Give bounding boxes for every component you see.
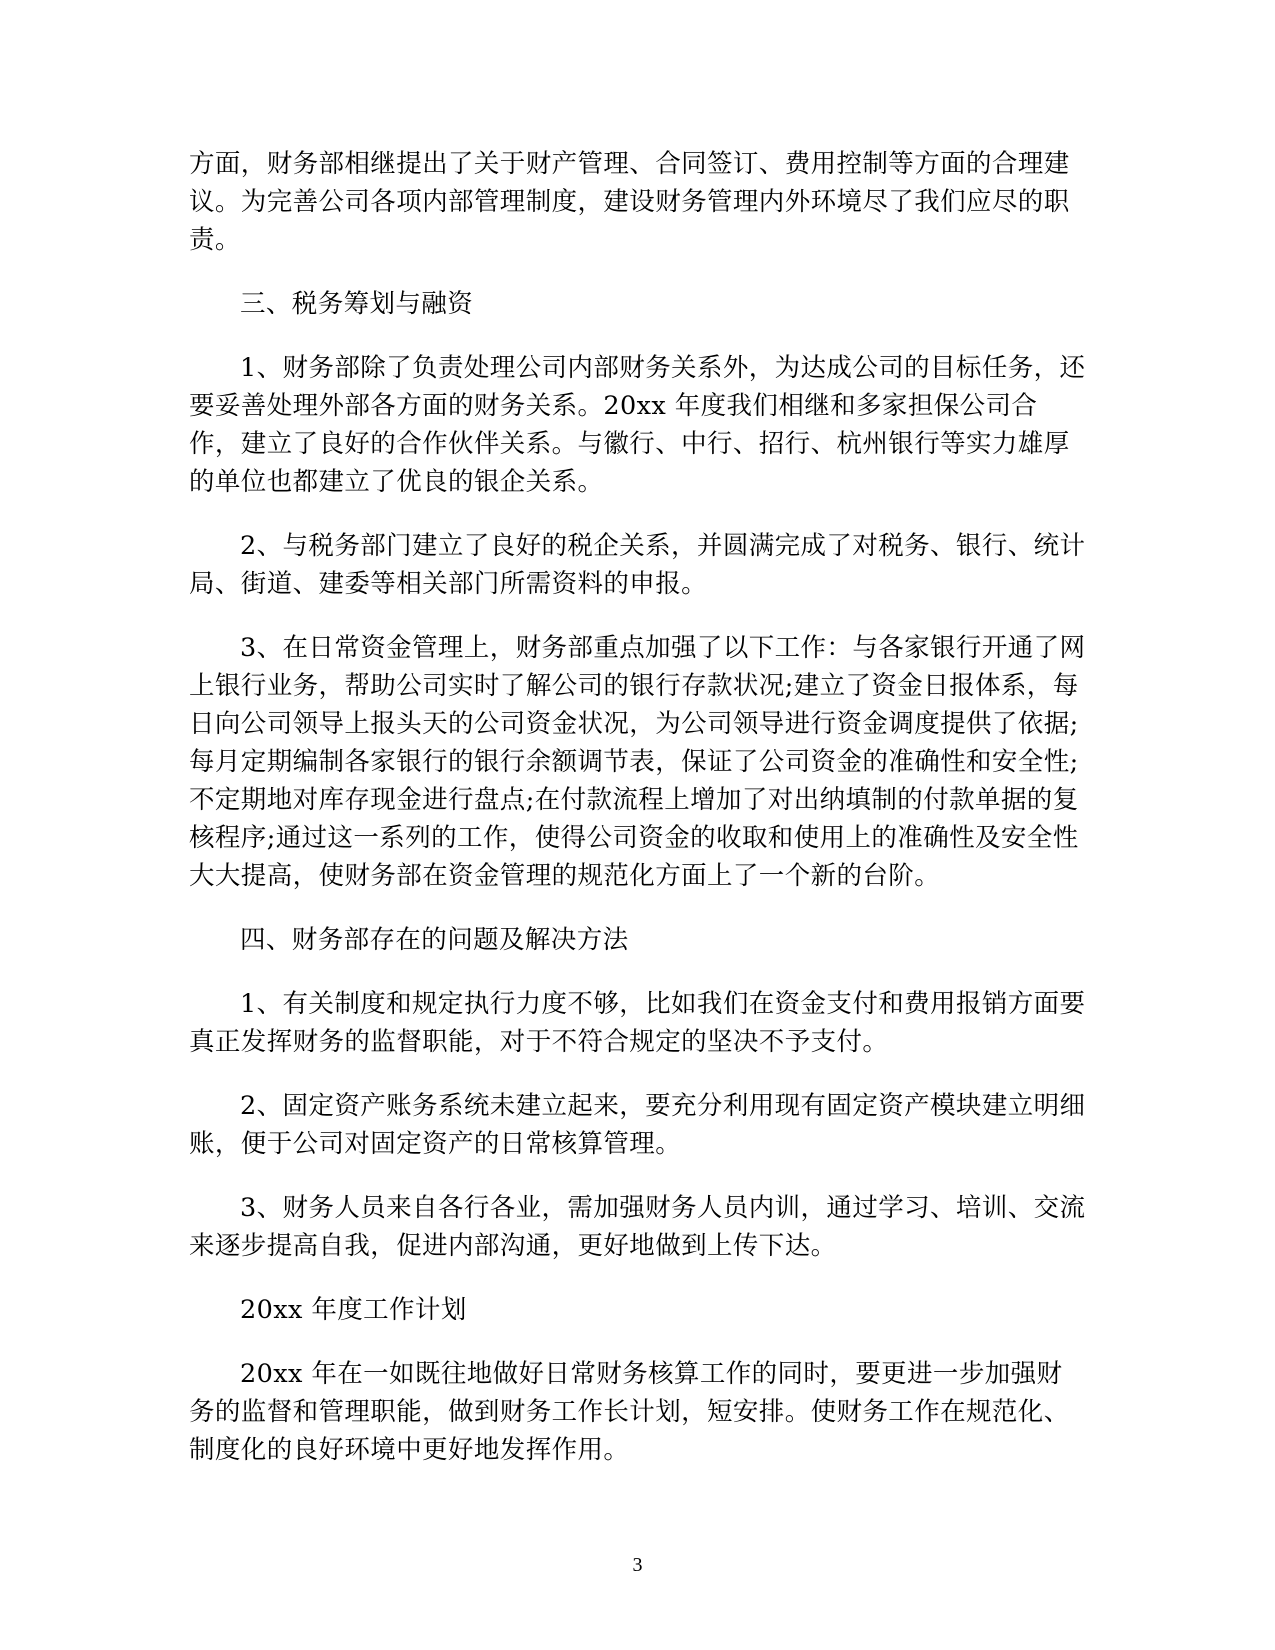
section-heading-annual-plan: 20xx 年度工作计划 — [240, 1295, 467, 1325]
paragraph-tax-relations: 2、与税务部门建立了良好的税企关系，并圆满完成了对税务、银行、统计局、街道、建委等相关部门所需资料的申报。 — [189, 531, 1086, 599]
section-heading-tax-financing: 三、税务筹划与融资 — [240, 289, 474, 319]
paragraph-external-relations: 1、财务部除了负责处理公司内部财务关系外，为达成公司的目标任务，还要妥善处理外部各方面的财务关系。20xx 年度我们相继和多家担保公司合作，建立了良好的合作伙伴关系。与徽行、中行、招行、杭州银行等实力雄厚的单位也都建立了优良的银企关系。 — [189, 353, 1086, 497]
page-number: 3 — [632, 1554, 643, 1576]
section-heading-problems-solutions: 四、财务部存在的问题及解决方法 — [240, 925, 629, 955]
document-body — [189, 145, 1087, 1495]
paragraph-annual-plan: 20xx 年在一如既往地做好日常财务核算工作的同时，要更进一步加强财务的监督和管理职能，做到财务工作长计划，短安排。使财务工作在规范化、制度化的良好环境中更好地发挥作用。 — [189, 1359, 1070, 1465]
paragraph-problem-enforcement: 1、有关制度和规定执行力度不够，比如我们在资金支付和费用报销方面要真正发挥财务的监督职能，对于不符合规定的坚决不予支付。 — [189, 989, 1086, 1057]
paragraph-problem-staff-training: 3、财务人员来自各行各业，需加强财务人员内训，通过学习、培训、交流来逐步提高自我，促进内部沟通，更好地做到上传下达。 — [189, 1193, 1086, 1261]
paragraph-continued-suggestions: 方面，财务部相继提出了关于财产管理、合同签订、费用控制等方面的合理建议。为完善公司各项内部管理制度，建设财务管理内外环境尽了我们应尽的职责。 — [189, 149, 1070, 255]
paragraph-fund-management: 3、在日常资金管理上，财务部重点加强了以下工作：与各家银行开通了网上银行业务，帮助公司实时了解公司的银行存款状况;建立了资金日报体系，每日向公司领导上报头天的公司资金状况，为公司领导进行资金调度提供了依据;每月定期编制各家银行的银行余额调节表，保证了公司资金的准确性和安全性;不定期地对库存现金进行盘点;在付款流程上增加了对出纳填制的付款单据的复核程序;通过这一系列的工作，使得公司资金的收取和使用上的准确性及安全性大大提高，使财务部在资金管理的规范化方面上了一个新的台阶。 — [189, 633, 1086, 891]
paragraph-problem-fixed-assets: 2、固定资产账务系统未建立起来，要充分利用现有固定资产模块建立明细账，便于公司对固定资产的日常核算管理。 — [189, 1091, 1086, 1159]
